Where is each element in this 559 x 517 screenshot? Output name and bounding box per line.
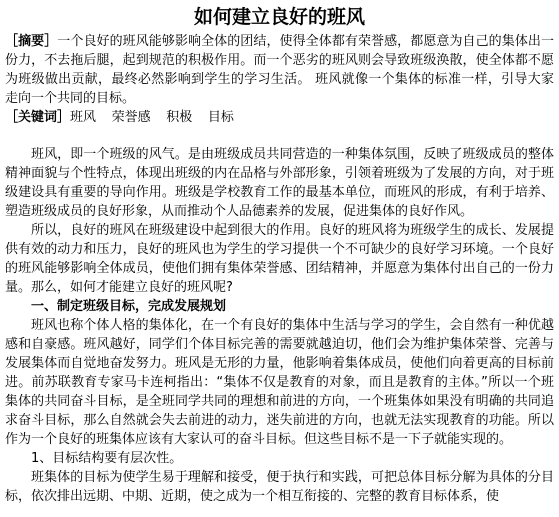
section-spacer	[5, 127, 554, 145]
keywords-line	[5, 108, 554, 127]
body-paragraph: 班风，即一个班级的风气。是由班级成员共同营造的一种集体氛围，反映了班级成员的整体精神面貌与个性特点，体现出班级的内在品格与外部形象，引领着班级为了发展的方向，对于班级建设具有重要的导向作用。班级是学校教育工作的最基本单位，而班风的形成，有利于培养、塑造班级成员的良好形象，从而推动个人品德素养的发展，促进集体的良好作风。	[5, 147, 554, 219]
keyword-item: 目标	[207, 110, 234, 125]
sub-heading: 1、目标结构要有层次性。	[31, 451, 183, 466]
section-paragraph: 班风也称个体人格的集体化，在一个有良好的集体中生活与学习的学生，会自然有一种优越感和自豪感。班风越好，同学们个体目标完善的需要就越迫切，他们会为维护集体荣誉、完善与发展集体而自觉地奋发努力。班风是无形的力量，他影响着集体成员，使他们向着更高的目标前进。前苏联教育专家马卡连柯指出：“集体不仅是教育的对象，而且是教育的主体。”所以一个班集体的共同奋斗目标，是全班同学共同的理想和前进的方向，一个班集体如果没有明确的共同追求奋斗目标，那么自然就会失去前进的动力，迷失前进的方向，也就无法实现教育的功能。所以作为一个良好的班集体应该有大家认可的奋斗目标。但这些目标不是一下子就能实现的。	[5, 318, 554, 447]
keyword-item: 积极	[166, 110, 193, 125]
sub-paragraph: 班集体的目标为使学生易于理解和接受，便于执行和实践，可把总体目标分解为具体的分目标，依次排出远期、中期、近期，使之成为一个相互衔接的、完整的教育目标体系，使	[5, 470, 554, 504]
section-heading: 一、制定班级目标，完成发展规划	[31, 299, 227, 314]
body-paragraph: 所以，良好的班风在班级建设中起到很大的作用。良好的班风将为班级学生的成长、发展提供有效的动力和压力，良好的班风也为学生的学习提供一个不可缺少的良好学习环境。一个良好的班风能够影响全体成员，使他们拥有集体荣誉感、团结精神，并愿意为集体付出自己的一份力量。那么，如何才能建立良好的班风呢?	[5, 223, 554, 295]
abstract-label: ［摘要］	[5, 34, 58, 49]
abstract-paragraph	[5, 32, 554, 108]
keywords-label: ［关键词］	[5, 110, 71, 125]
document-page	[0, 5, 559, 517]
keyword-item: 班风	[70, 110, 97, 125]
document-title: 如何建立良好的班风	[193, 6, 365, 28]
abstract-text: 一个良好的班风能够影响全体的团结，使得全体都有荣誉感，都愿意为自己的集体出一份力，不去拖后腿，起到规范的积极作用。而一个恶劣的班风则会导致班级涣散，使全体都不愿为班级做出贡献，最终必然影响到学生的学习生活。 班风就像一个集体的标准一样，引导大家走向一个共同的目标。	[5, 34, 554, 106]
keyword-item: 荣誉感	[111, 110, 151, 125]
